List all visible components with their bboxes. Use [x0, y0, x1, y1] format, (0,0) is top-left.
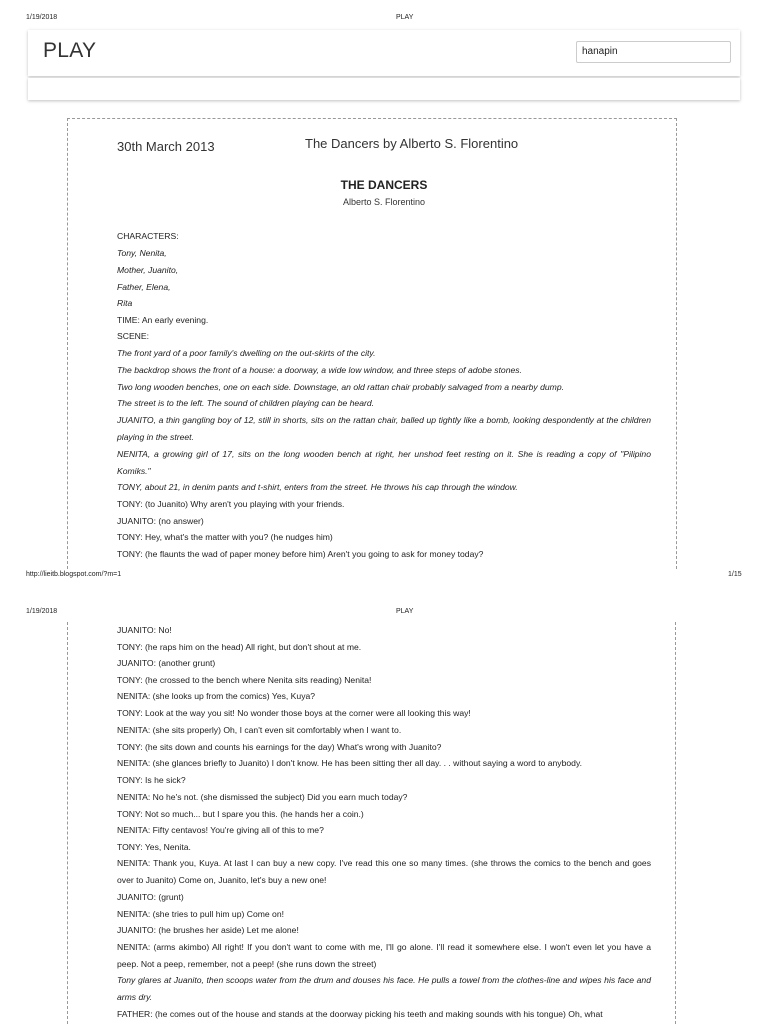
play-title: THE DANCERS [340, 178, 428, 192]
text-line: FATHER: (he comes out of the house and stands at the doorway picking his teeth and making sounds with his tongue) Oh, what [117, 1009, 603, 1019]
frame-edge-right [675, 622, 676, 1024]
text-line: TONY: (he flaunts the wad of paper money before him) Aren't you going to ask for money today? [117, 549, 484, 559]
text-line: JUANITO: No! [117, 625, 172, 635]
blog-title[interactable]: PLAY [43, 39, 97, 62]
text-line: TONY: Yes, Nenita. [117, 842, 191, 852]
text-line: TIME: An early evening. [117, 315, 209, 325]
text-line: TONY, about 21, in denim pants and t-shirt, enters from the street. He throws his cap through the window. [117, 482, 518, 492]
footer-url[interactable]: http://lieitb.blogspot.com/?m=1 [26, 571, 122, 578]
text-line: TONY: Not so much... but I spare you this. (he hands her a coin.) [117, 809, 364, 819]
text-line: Tony, Nenita, [117, 248, 167, 258]
text-line: The backdrop shows the front of a house: a doorway, a wide low window, and three steps of adobe stones. [117, 365, 522, 375]
text-line: TONY: (he raps him on the head) All right, but don't shout at me. [117, 642, 362, 652]
text-line: Rita [117, 298, 133, 308]
text-line: TONY: Hey, what's the matter with you? (he nudges him) [117, 532, 333, 542]
text-line: NENITA: No he's not. (she dismissed the subject) Did you earn much today? [117, 792, 408, 802]
text-line: JUANITO: (another grunt) [117, 658, 216, 668]
text-line: SCENE: [117, 331, 149, 341]
text-line: JUANITO: (grunt) [117, 892, 184, 902]
text-line: NENITA: Thank you, Kuya. At last I can buy a new copy. I've read this one so many times. (she throws the comics to the bench and goes over to Juanito) Come on, Juanito, let's buy a new one! [117, 858, 651, 885]
text-line: NENITA: (she glances briefly to Juanito) I don't know. He has been sitting ther all day. . . without saying a word to anybody. [117, 758, 582, 768]
page2-header-title: PLAY [396, 608, 414, 615]
search-input[interactable]: hanapin [576, 41, 731, 63]
footer-page-number: 1/15 [728, 571, 742, 578]
text-line: NENITA: (she looks up from the comics) Yes, Kuya? [117, 691, 316, 701]
text-line: The front yard of a poor family's dwelling on the out-skirts of the city. [117, 348, 376, 358]
blog-header [28, 30, 740, 76]
text-line: TONY: (he crossed to the bench where Nenita sits reading) Nenita! [117, 675, 372, 685]
text-line: JUANITO: (no answer) [117, 516, 204, 526]
frame-edge-left [67, 622, 68, 1024]
text-line: Two long wooden benches, one on each side. Downstage, an old rattan chair probably salvaged from a nearby dump. [117, 382, 564, 392]
text-line: Father, Elena, [117, 282, 171, 292]
page1-header-date: 1/19/2018 [26, 14, 58, 21]
text-line: JUANITO: (he brushes her aside) Let me alone! [117, 925, 299, 935]
text-line: TONY: (he sits down and counts his earnings for the day) What's wrong with Juanito? [117, 742, 442, 752]
text-line: TONY: Look at the way you sit! No wonder those boys at the corner were all looking this way! [117, 708, 471, 718]
text-line: NENITA: (she sits properly) Oh, I can't even sit comfortably when I want to. [117, 725, 402, 735]
text-line: CHARACTERS: [117, 231, 179, 241]
blog-nav-bar [28, 78, 740, 100]
text-line: Tony glares at Juanito, then scoops water from the drum and douses his face. He pulls a towel from the clothes-line and wipes his face and arms dry. [117, 975, 651, 1002]
text-line: TONY: (to Juanito) Why aren't you playing with your friends. [117, 499, 345, 509]
text-line: NENITA, a growing girl of 17, sits on the long wooden bench at right, her unshod feet resting on it. She is reading a copy of "Pilipino Komiks." [117, 449, 651, 476]
page1-header-title: PLAY [396, 14, 414, 21]
text-line: The street is to the left. The sound of children playing can be heard. [117, 398, 375, 408]
post-title[interactable]: The Dancers by Alberto S. Florentino [305, 136, 519, 151]
text-line: TONY: Is he sick? [117, 775, 186, 785]
text-line: NENITA: Fifty centavos! You're giving all of this to me? [117, 825, 324, 835]
text-line: NENITA: (arms akimbo) All right! If you don't want to come with me, I'll go alone. I'll read it somewhere else. I won't even let you have a peep. Not a peep, remember, not a peep! (she runs down the street) [117, 942, 651, 969]
text-line: NENITA: (she tries to pull him up) Come on! [117, 909, 284, 919]
page2-header-date: 1/19/2018 [26, 608, 58, 615]
play-author: Alberto S. Florentino [342, 197, 426, 207]
text-line: Mother, Juanito, [117, 265, 179, 275]
text-line: JUANITO, a thin gangling boy of 12, still in shorts, sits on the rattan chair, balled up tightly like a bomb, looking despondently at the children playing in the street. [117, 415, 651, 442]
post-date: 30th March 2013 [117, 139, 215, 154]
